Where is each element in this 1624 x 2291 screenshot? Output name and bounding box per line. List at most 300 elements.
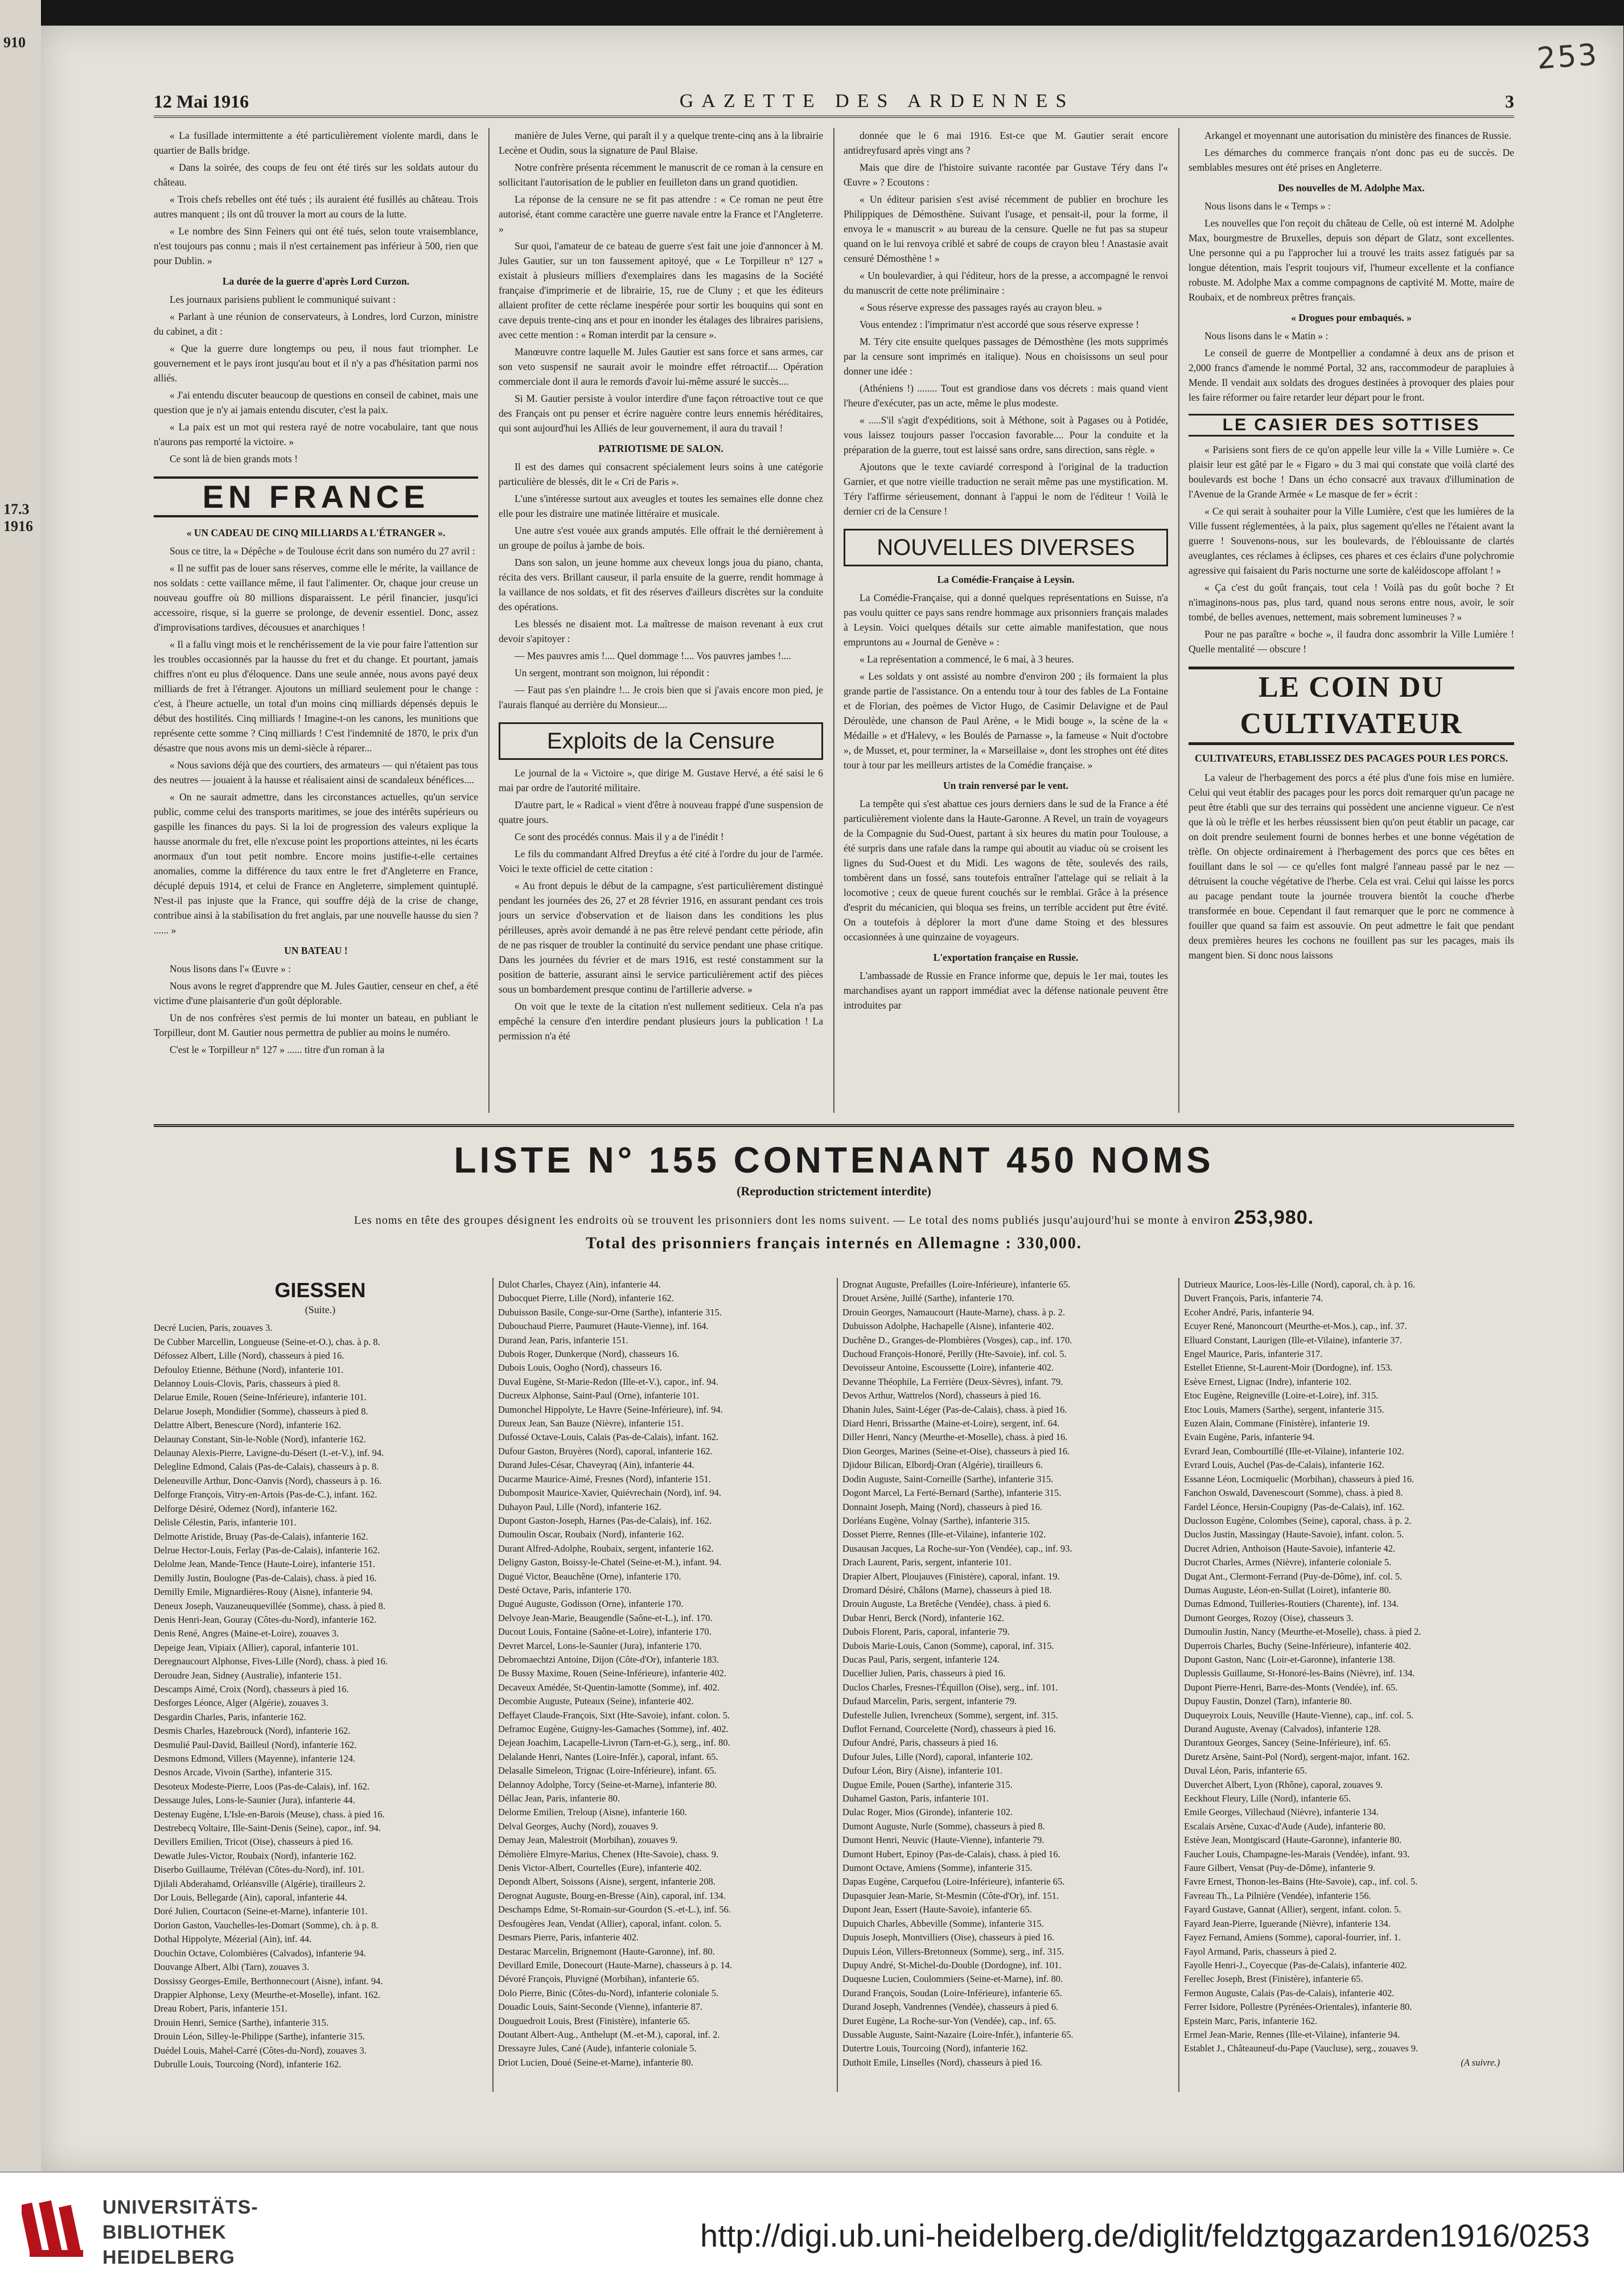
paragraph: Nous lisons dans le « Temps » : [1204,200,1331,212]
prisoner-entry: Delforge Désiré, Odemez (Nord), infanterie 162. [154,1503,338,1514]
prisoner-entry: Duqueyroix Louis, Neuville (Haute-Vienne), cap., inf. col. 5. [1184,1709,1414,1721]
section-subheading: La durée de la guerre d'après Lord Curzon. [222,275,410,287]
prisoner-entry: Ducas Paul, Paris, sergent, infanterie 124. [842,1654,1000,1665]
prisoner-entry: Dorion Gaston, Vauchelles-les-Domart (Somme), ch. à p. 8. [154,1919,379,1931]
prisoner-entry: Ermel Jean-Marie, Rennes (Ille-et-Vilaine), infanterie 94. [1184,2029,1400,2040]
prisoner-entry: Dureux Jean, San Bauze (Nièvre), infanterie 151. [498,1418,684,1429]
prisoner-entry: Ecoher André, Paris, infanterie 94. [1184,1306,1314,1318]
prisoner-entry: Dubois Florent, Paris, caporal, infanterie 79. [842,1626,1010,1638]
paragraph: « J'ai entendu discuter beaucoup de questions en conseil de cabinet, mais une question que je n'y ai jamais entendu discuter, c'est la paix. [154,389,478,416]
prisoner-entry: Doré Julien, Courtacon (Seine-et-Marne), infanterie 101. [154,1906,368,1917]
prisoner-entry: Diserbo Guillaume, Trélévan (Côtes-du-Nord), inf. 101. [154,1864,364,1875]
article-column-1 [154,128,478,1113]
paragraph: « Ça c'est du goût français, tout cela ! Voilà pas du goût boche ? Et n'imaginons-nous pas, plus tard, quand nous serons entre nous, avoir, le soir tombé, de belles avenues, nettement, mais sobrement lumineuses ? » [1189,582,1514,623]
paragraph-group [154,961,478,1057]
prisoner-entry: Dumonchel Hippolyte, Le Havre (Seine-Inférieure), inf. 94. [498,1404,723,1415]
section-subheading: L'exportation française en Russie. [933,952,1079,963]
list-total: Total des prisonniers français internés en Allemagne : 330,000. [586,1235,1082,1252]
paragraph: « Le nombre des Sinn Feiners qui ont été tués, selon toute vraisemblance, n'est toujours pas connu ; mais il n'est certainement pas inférieur à 500, rien que pour Dublin. » [154,225,478,266]
prisoner-entry: Dumont Octave, Amiens (Somme), infanterie 315. [842,1862,1033,1874]
prisoner-entry: Evain Eugène, Paris, infanterie 94. [1184,1432,1315,1443]
paragraph: L'une s'intéresse surtout aux aveugles et toutes les semaines elle donne chez elle pour les distraire une matinée littéraire et musicale. [499,493,823,519]
prisoner-entry: Dufour Gaston, Bruyères (Nord), caporal, infanterie 162. [498,1445,713,1457]
library-name-line: BIBLIOTHEK [102,2222,227,2243]
paragraph: Les démarches du commerce français n'ont donc pas eu de succès. De semblables mesures ont été prises en Angleterre. [1189,147,1514,173]
prisoner-entry: Elluard Constant, Laurigen (Ille-et-Vilaine), infanterie 37. [1184,1334,1402,1346]
name-list [1184,1278,1517,2056]
paragraph: « Au front depuis le début de la campagne, s'est particulièrement distingué pendant les journées des 26, 27 et 28 février 1916, en assurant pendant ces trois jours un service d'observation et de liaison dans les conditions les plus périlleuses, après avoir demandé à ne pas être relevé pendant cette période, afin de ne pas risquer de troubler la continuité du service pendant une phase critique. Dans les journées du février et de mars 1916, est resté constamment sur la position de batterie, assurant ainsi le service particulièrement actif des pièces sous un bombardement presque continu de l'artillerie adverse. » [499,880,823,995]
paragraph: « Les soldats y ont assisté au nombre d'environ 200 ; ils formaient la plus grande partie de l'assistance. On a entendu tour à tour des fables de La Fontaine et de Florian, des poèmes de Victor Hugo, de Casimir Delavigne et de Paul Déroulède, une chanson de Paul Arène, « le Midi bouge », la scène de la « Médaille » et d'Halevy, « les Boulés de Parnasse », la fameuse « Nuit d'octobre », de Musset, et, pour terminer, la « Marseillaise », dont les strophes ont été dites tour à tour par les meilleurs artistes de la Comédie française. » [844,671,1168,771]
paragraph: (Athéniens !) ........ Tout est grandiose dans vos décrets : mais quand vient l'heure d'exécuter, pas un acte, même le plus modeste. [844,382,1168,409]
prisoner-entry: Decombie Auguste, Puteaux (Seine), infanterie 402. [498,1696,694,1707]
prisoner-entry: Delisle Célestin, Paris, infanterie 101. [154,1517,297,1528]
prisoner-entry: Estellet Etienne, St-Laurent-Moir (Dordogne), inf. 153. [1184,1362,1393,1373]
paragraph: L'ambassade de Russie en France informe que, depuis le 1er mai, toutes les marchandises ayant un rapport immédiat avec la défense nationale peuvent être introduites par [844,970,1168,1011]
prisoner-entry: Delannoy Louis-Clovis, Paris, chasseurs à pied 8. [154,1378,340,1389]
section-subheading: La Comédie-Française à Leysin. [937,574,1075,585]
prisoner-entry: Evrard Jean, Combourtillé (Ille-et-Vilaine), infanterie 102. [1184,1445,1404,1457]
prisoner-entry: Delegline Edmond, Calais (Pas-de-Calais), chasseurs à p. 8. [154,1461,379,1473]
gutter-number: 1916 [3,518,33,534]
prisoner-entry: Depondt Albert, Soissons (Aisne), sergent, infanterie 208. [498,1876,716,1887]
prisoner-entry: Dévoré François, Pluvigné (Morbihan), infanterie 65. [498,1973,699,1985]
prisoner-entry: Doutant Albert-Aug., Anthelupt (M.-et-M.), caporal, inf. 2. [498,2029,720,2040]
handwritten-folio-number: 253 [1536,38,1600,76]
prisoner-entry: Duflot Fernand, Courcelette (Nord), chasseurs à pied 16. [842,1724,1056,1734]
prisoner-entry: Dothal Hippolyte, Mézerial (Ain), inf. 44. [154,1934,312,1945]
prisoner-entry: Dosset Pierre, Rennes (Ille-et-Vilaine), infanterie 102. [842,1529,1046,1540]
prisoner-entry: Depeige Jean, Vipiaix (Allier), caporal, infanterie 101. [154,1642,359,1653]
prisoner-entry: Ducret Adrien, Anthoison (Haute-Savoie), infanterie 42. [1184,1543,1396,1554]
prisoner-list-header [154,1124,1514,1253]
prisoner-entry: Essanne Léon, Locmiquelic (Morbihan), chasseurs à pied 16. [1184,1473,1415,1484]
section-subheading: CULTIVATEURS, ETABLISSEZ DES PACAGES POUR LES PORCS. [1194,752,1508,764]
prisoner-entry: Dumont Hubert, Epinoy (Pas-de-Calais), chass. à pied 16. [842,1848,1060,1860]
paragraph: « Ce qui serait à souhaiter pour la Ville Lumière, c'est que les lumières de la Ville fussent réglementées, à la paix, plus sagement qu'elles ne l'étaient avant la guerre ! Souvenons-nous, sur les boulevards, de l'éblouissante de clartés aveuglantes, ces réclames à éclipses, ces phares et ces éclairs d'une polychromie agressive qui faisaient du Paris nocturne une sorte de kaléidoscope affolant ! » [1189,505,1514,576]
paragraph: Ajoutons que le texte caviardé correspond à l'original de la traduction Garnier, et que notre vieille traduction ne serait même pas une mystification. M. Téry l'affirme sérieusement, donnant à l'appui le nom de l'éditeur ! Voilà le dernier cri de la Censure ! [844,461,1168,517]
article-column-2 [499,128,823,1113]
prisoner-entry: Destrebecq Voltaire, Ille-Saint-Denis (Seine), capor., inf. 94. [154,1823,381,1834]
prisoner-entry: Desmons Edmond, Villers (Mayenne), infanterie 124. [154,1753,356,1764]
prisoner-entry: Etoc Louis, Mamers (Sarthe), sergent, infanterie 315. [1184,1404,1384,1415]
prisoner-entry: Delvoye Jean-Marie, Beaugendle (Saône-et-L.), inf. 170. [498,1612,713,1623]
prisoner-entry: Durand Jules-César, Chaveyraq (Ain), infanterie 44. [498,1459,694,1471]
prisoner-entry: Derognat Auguste, Bourg-en-Bresse (Ain), caporal, inf. 134. [498,1890,726,1901]
gutter-number: 910 [3,34,26,51]
paragraph: La tempête qui s'est abattue ces jours derniers dans le sud de la France a été particulièrement violente dans la Haute-Garonne. A Revel, un train de voyageurs de la Compagnie du Sud-Ouest, partant à six heures du matin pour Toulouse, a été surpris dans une rafale dans la rampe qui aboutit au viaduc où se croisent les lignes du Sud-Ouest et du Midi. Les wagons de tête, soulevés des rails, tombèrent dans un fossé, sans toutefois entraîner l'attelage qui se reliait à la locomotive ; ceux de queue furent couchés sur le remblai. Grâce à la présence d'esprit du mécanicien, qui bloqua ses freins, un terrible accident put être évité. On a toutefois à déplorer la mort d'une dame Stoing et des blessures occasionnées à une quinzaine de voyageurs. [844,798,1168,943]
prisoner-entry: Delalande Henri, Nantes (Loire-Infér.), caporal, infant. 65. [498,1751,718,1762]
prisoner-entry: Dressayre Jules, Cané (Aude), infanterie coloniale 5. [498,2043,697,2054]
prisoner-entry: Drappier Alphonse, Lexy (Meurthe-et-Moselle), infant. 162. [154,1989,381,2000]
prisoner-entry: Dupuich Charles, Abbeville (Somme), infanterie 315. [842,1918,1044,1929]
prisoner-entry: Duverchet Albert, Lyon (Rhône), caporal, zouaves 9. [1184,1779,1383,1790]
column-divider [833,128,834,1113]
prisoner-entry: Dugué Victor, Beauchêne (Orne), infanterie 170. [498,1570,681,1582]
section-title-coin-du-cultivateur: LE COIN DU CULTIVATEUR [1189,667,1514,745]
paragraph: Notre confrère présenta récemment le manuscrit de ce roman à la censure en sollicitant l'autorisation de le publier en feuilleton dans un grand quotidien. [499,162,823,188]
prisoner-entry: Dreau Robert, Paris, infanterie 151. [154,2003,288,2014]
paragraph: Les nouvelles que l'on reçoit du château de Celle, où est interné M. Adolphe Max, bourgmestre de Bruxelles, depuis son départ de Glatz, sont excellentes. Une personne qui a pu l'approcher lui a trouvé les traits assez fatigués par sa longue détention, mais l'esprit toujours vif, l'humeur excellente et la confiance robuste. M. Adolphe Max a comme compagnons de captivité M. Motte, maire de Roubaix, et de nombreux prêtres français. [1189,217,1514,303]
paragraph: La valeur de l'herbagement des porcs a été plus d'une fois mise en lumière. Celui qui veut établir des pacages pour les porcs doit remarquer qu'un pacage ne peut être établi que sur des terrains qui possèdent une ancienne vigueur. Ce n'est que là où le trèfle et les herbes réussissent bien qu'on peut établir un pacage, car on doit prendre seulement fourni de bonnes herbes et une bonne végétation de trèfle. On objecte ordinairement à l'herbagement des porcs que ces bêtes en fouillant dans le sol — ce qu'elles font malgré l'anneau passé par le nez — détruisent la couche végétative de l'herbe. Cela est vrai. Celui qui laisse les porcs au pacage pendant toute la journée trouvera bientôt la couche d'herbe transformée en boue. Cependant il faut remarquer que le porc ne commence à fouiller que quand sa faim est assouvie. On peut admettre le fait que pendant deux premières heures les cochons ne fouillent pas sur les pacages, mais ils mangent bien. Si donc nous laissons [1189,772,1514,961]
prisoner-entry: Dumas Auguste, Léon-en-Sullat (Loiret), infanterie 80. [1184,1584,1391,1595]
prisoner-entry: Desgardin Charles, Paris, infanterie 162. [154,1711,307,1722]
section-subheading: « UN CADEAU DE CINQ MILLIARDS A L'ÉTRANGER ». [186,527,446,538]
prisoner-entry: Durand François, Soudan (Loire-Inférieure), infanterie 65. [842,1987,1062,1998]
prisoner-entry: Ducellier Julien, Paris, chasseurs à pied 16. [842,1668,1006,1679]
prisoner-entry: Dupuy Faustin, Donzel (Tarn), infanterie 80. [1184,1696,1352,1707]
prisoner-entry: Delrue Hector-Louis, Ferlay (Pas-de-Calais), infanterie 162. [154,1544,380,1556]
prisoner-entry: Drouin Georges, Namaucourt (Haute-Marne), chass. à p. 2. [842,1306,1065,1318]
prisoner-entry: Denis Victor-Albert, Courtelles (Eure), infanterie 402. [498,1862,702,1874]
prisoner-entry: Destarac Marcelin, Brignemont (Haute-Garonne), inf. 80. [498,1946,715,1957]
prisoner-entry: Dufestelle Julien, Ivrencheux (Somme), sergent, inf. 315. [842,1709,1058,1721]
section-title-nouvelles-diverses: NOUVELLES DIVERSES [844,529,1168,566]
prisoner-entry: Duhamel Gaston, Paris, infanterie 101. [842,1793,989,1804]
prisoner-entry: Dumas Edmond, Tuilleries-Routiers (Charente), inf. 134. [1184,1598,1399,1610]
prisoner-entry: Dubomposit Maurice-Xavier, Quiévrechain (Nord), inf. 94. [498,1487,722,1499]
paragraph-group [844,128,1168,519]
prisoner-entry: Desoteux Modeste-Pierre, Loos (Pas-de-Calais), inf. 162. [154,1780,369,1792]
prisoner-entry: Dufour André, Paris, chasseurs à pied 16. [842,1737,998,1749]
paragraph: — Faut pas s'en plaindre !... Je crois bien que si j'avais encore mon pied, je l'aurais flanqué au derrière du Monsieur.... [499,684,823,710]
prisoner-entry: Delorme Emilien, Treloup (Aisne), infanterie 160. [498,1807,687,1818]
prisoner-entry: Fayard Jean-Pierre, Iguerande (Nièvre), infanterie 134. [1184,1918,1391,1929]
prisoner-entry: Desmulié Paul-David, Bailleul (Nord), infanterie 162. [154,1739,357,1750]
prisoner-entry: De Bussy Maxime, Rouen (Seine-Inférieure), infanterie 402. [498,1668,726,1679]
prisoner-entry: Dodin Auguste, Saint-Corneille (Sarthe), infanterie 315. [842,1473,1054,1484]
prisoner-entry: Ducarme Maurice-Aimé, Fresnes (Nord), infanterie 151. [498,1473,711,1484]
prisoner-entry: Deneux Joseph, Vauzaneuquevillée (Somme), chass. à pied 8. [154,1600,386,1611]
name-list [842,1278,1175,2070]
paragraph: « Il a fallu vingt mois et le renchérissement de la vie pour faire l'attention sur les troubles occasionnés par la hausse du fret et du change. Et pourtant, jamais chiffres n'ont eu plus d'éloquence. Dans une seule année, nous avons payé deux milliards de fret à l'étranger. Ajoutons un milliard seulement pour le change : c'est, à l'heure actuelle, un total d'un moins cinq milliards dépensés depuis le début des hostilités. Cinq milliards ! Imagine-t-on les canons, les munitions que représente cette somme ? Cinq milliards ! C'est l'indemnité de 1870, le prix d'un désastre que nous avons mis un demi-siècle à réparer... [154,639,478,754]
prisoner-entry: Dromard Désiré, Châlons (Marne), chasseurs à pied 18. [842,1584,1052,1595]
prisoner-entry: Demay Jean, Malestroit (Morbihan), zouaves 9. [498,1835,678,1846]
paragraph: La Comédie-Française, qui a donné quelques représentations en Suisse, n'a pas voulu quitter ce pays sans rendre hommage aux prisonniers français malades à Leysin. Voici quelques détails sur cette aimable manifestation, que nous empruntons au « Journal de Genève » : [844,592,1168,648]
prisoner-entry: Dutertre Louis, Tourcoing (Nord), infanterie 162. [842,2043,1028,2054]
prisoner-entry: Dufossé Octave-Louis, Calais (Pas-de-Calais), infant. 162. [498,1432,719,1443]
prisoner-entry: Douvange Albert, Albi (Tarn), zouaves 3. [154,1961,309,1973]
prisoner-entry: Delaunay Constant, Sin-le-Noble (Nord), infanterie 162. [154,1433,366,1445]
list-note [154,1207,1514,1229]
paragraph-group [1189,442,1514,656]
prisoner-entry: Devret Marcel, Lons-le-Saunier (Jura), infanterie 170. [498,1640,702,1651]
prisoner-entry: Fayol Armand, Paris, chasseurs à pied 2. [1184,1946,1337,1957]
prisoner-entry: Devillers Emilien, Tricot (Oise), chasseurs à pied 16. [154,1836,353,1848]
prisoner-entry: Delarue Emile, Rouen (Seine-Inférieure), infanterie 101. [154,1392,367,1403]
prisoner-entry: Duretz Arsène, Saint-Pol (Nord), sergent-major, infant. 162. [1184,1751,1410,1762]
masthead-page-number: 3 [1505,91,1514,112]
prisoner-entry: Demilly Justin, Boulogne (Pas-de-Calais), chass. à pied 16. [154,1572,377,1583]
prisoner-entry: Dufour Jules, Lille (Nord), caporal, infanterie 102. [842,1751,1033,1762]
column-divider [488,128,490,1113]
prisoner-entry: Dussable Auguste, Saint-Nazaire (Loire-Infér.), infanterie 65. [842,2029,1074,2040]
paragraph-group [154,292,478,466]
prisoner-entry: Dufour Léon, Biry (Aisne), infanterie 101. [842,1765,1003,1776]
prisoner-entry: Dubouchaud Pierre, Paumuret (Haute-Vienne), inf. 164. [498,1321,709,1332]
prisoner-entry: Dusausan Jacques, La Roche-sur-Yon (Vendée), cap., inf. 93. [842,1543,1072,1554]
prisoner-entry: Defouloy Etienne, Béthune (Nord), infanterie 101. [154,1364,344,1375]
library-name-line: HEIDELBERG [102,2247,235,2268]
prisoner-entry: Drouin Léon, Silley-le-Philippe (Sarthe), infanterie 315. [154,2031,365,2042]
prisoner-entry: Dor Louis, Bellegarde (Ain), caporal, infanterie 44. [154,1892,347,1903]
paragraph: Le fils du commandant Alfred Dreyfus a été cité à l'ordre du jour de l'armée. Voici le texte officiel de cette citation : [499,848,823,874]
prisoner-entry: Duvert François, Paris, infanterie 74. [1184,1293,1323,1304]
prisoner-entry: Esève Ernest, Lignac (Indre), infanterie 102. [1184,1376,1352,1387]
prisoner-entry: Emile Georges, Villechaud (Nièvre), infanterie 134. [1184,1807,1379,1818]
prisoner-entry: Duclos Charles, Fresnes-l'Équillon (Oise), serg., inf. 101. [842,1681,1058,1693]
prisoner-entry: Drach Laurent, Paris, sergent, infanterie 101. [842,1557,1012,1568]
prisoner-entry: Denis René, Angres (Maine-et-Loire), zouaves 3. [154,1628,339,1639]
prisoner-entry: Djidour Bilican, Elbordj-Oran (Algérie), tirailleurs 6. [842,1459,1043,1471]
prisoner-entry: Delforge François, Vitry-en-Artois (Pas-de-C.), infant. 162. [154,1489,377,1500]
paragraph: Le conseil de guerre de Montpellier a condamné à deux ans de prison et 2,000 francs d'amende le nommé Portal, 32 ans, raccommodeur de parapluies à Mende. Il vendait aux soldats des drogues destinées à provoquer des plaies pour les faire réformer ou faire retarder leur départ pour le front. [1189,347,1514,403]
masthead-title: GAZETTE DES ARDENNES [679,91,1075,112]
paragraph: Sous ce titre, la « Dépêche » de Toulouse écrit dans son numéro du 27 avril : [170,545,475,557]
paragraph: « Nous savions déjà que des courtiers, des armateurs — qui n'étaient pas tous des neutres — jouaient à la hausse et réalisaient ainsi de scandaleux bénéfices.... [154,759,478,785]
paragraph-group [1189,128,1514,175]
prisoner-entry: Durantoux Georges, Sancey (Seine-Inférieure), inf. 65. [1184,1737,1391,1749]
prisoner-entry: Drapier Albert, Ploujauves (Finistère), caporal, infant. 19. [842,1570,1060,1582]
paragraph: M. Téry cite ensuite quelques passages de Démosthène (les mots supprimés par la censure sont imprimés en italique). Nous en choisissons un seul pour donner une idée : [844,336,1168,377]
prisoner-entry: Dion Georges, Marines (Seine-et-Oise), chasseurs à pied 16. [842,1445,1070,1457]
camp-suite: (Suite.) [305,1304,336,1315]
paragraph: Sur quoi, l'amateur de ce bateau de guerre s'est fait une joie d'annoncer à M. Jules Gautier, sur un ton faussement apitoyé, que « Le Torpilleur n° 127 » existait à plusieurs milliers d'exemplaires dans les magasins de la Société française d'imprimerie et de librairie, 15, rue de Cluny ; et que les éditeurs allaient profiter de cette réclame inespérée pour sortir les bouquins qui sont en cave depuis trente-cinq ans et pour en inonder les étalages des libraires parisiens, avec cette mention : « Roman interdit par la censure ». [499,240,823,340]
prisoner-entry: Favreau Th., La Pilnière (Vendée), infanterie 156. [1184,1890,1371,1901]
section-title-censure: Exploits de la Censure [499,722,823,760]
prisoner-entry: Dugué Auguste, Godisson (Orne), infanterie 170. [498,1598,684,1610]
paragraph: C'est le « Torpilleur n° 127 » ...... titre d'un roman à la [170,1044,385,1055]
prisoner-entry: Devos Arthur, Wattrelos (Nord), chasseurs à pied 16. [842,1390,1041,1401]
prisoner-entry: Descamps Aimé, Croix (Nord), chasseurs à pied 16. [154,1683,349,1694]
prisoner-entry: Durant Alfred-Adolphe, Roubaix, sergent, infanterie 162. [498,1543,714,1554]
paragraph: Nous lisons dans le « Matin » : [1204,330,1329,342]
prisoner-entry: Delattre Albert, Benescure (Nord), infanterie 162. [154,1420,341,1431]
prisoner-entry: Deligny Gaston, Boissy-le-Chatel (Seine-et-M.), infant. 94. [498,1557,722,1568]
paragraph: donnée que le 6 mai 1916. Est-ce que M. Gautier serait encore antidreyfusard après vingt ans ? [844,130,1168,156]
paragraph: « Un éditeur parisien s'est avisé récemment de publier en brochure les Philippiques de Démosthène. Suivant l'usage, et pensait-il, pour la forme, il envoya le « manuscrit » au bureau de la censure. Quelle ne fut pas sa stupeur quand on le lui renvoya criblé et sabré de coups de crayon bleu ! Anastasie avait censuré Démosthène ! » [844,194,1168,264]
prisoner-list-column-3 [842,1278,1175,2092]
prisoner-entry: Dorléans Eugène, Volnay (Sarthe), infanterie 315. [842,1515,1030,1526]
paragraph-group [1189,770,1514,963]
prisoner-entry: Déllac Jean, Paris, infanterie 80. [498,1793,620,1804]
section-subheading: « Drogues pour embaqués. » [1291,312,1412,323]
paragraph-group [844,590,1168,772]
prisoner-entry: Duplessis Guillaume, St-Honoré-les-Bains (Nièvre), inf. 134. [1184,1668,1415,1679]
paragraph: « .....S'il s'agit d'expéditions, soit à Méthone, soit à Pagases ou à Potidée, vous laissez toujours passer l'occasion favorable.... Pour la conduite et la préparation de la guerre, tout est laissé sans ordre, sans direction, sans règle. » [844,414,1168,455]
paragraph: Les blessés ne disaient mot. La maîtresse de maison revenant à eux crut devoir s'apitoyer : [499,618,823,644]
name-list [498,1278,831,2070]
prisoner-entry: Dubois Roger, Dunkerque (Nord), chasseurs 16. [498,1348,680,1360]
paragraph-group [1189,328,1514,405]
prisoner-entry: Dossissy Georges-Emile, Berthonnecourt (Aisne), infant. 94. [154,1975,383,1986]
prisoner-entry: Duval Léon, Paris, infanterie 65. [1184,1765,1307,1776]
paragraph: Ce sont des procédés connus. Mais il y a de l'inédit ! [515,831,724,842]
prisoner-entry: Dufaud Marcelin, Paris, sergent, infanterie 79. [842,1696,1017,1707]
prisoner-entry: Debromaechtzi Antoine, Dijon (Côte-d'Or), infanterie 183. [498,1654,719,1665]
prisoner-entry: Dumont Henri, Neuvic (Haute-Vienne), infanterie 79. [842,1835,1045,1846]
prisoner-entry: Deschamps Edme, St-Romain-sur-Gourdon (S.-et-L.), inf. 56. [498,1904,731,1915]
column-divider [837,1278,838,2092]
paragraph: D'autre part, le « Radical » vient d'être à nouveau frappé d'une suspension de quatre jours. [499,799,823,825]
prisoner-entry: Decaveux Amédée, St-Quentin-lamotte (Somme), inf. 402. [498,1681,720,1693]
prisoner-entry: Desté Octave, Paris, infanterie 170. [498,1584,632,1595]
prisoner-entry: Diller Henri, Nancy (Meurthe-et-Moselle), chass. à pied 16. [842,1432,1068,1443]
prisoner-entry: Dewatle Jules-Victor, Roubaix (Nord), infanterie 162. [154,1850,356,1861]
paragraph: Si M. Gautier persiste à voulor interdire d'une façon rétroactive tout ce que des Français ont pu penser et écrire naguère contre leurs ennemis héréditaires, qui sont aujourd'hui les Alliés de leur gouvernement, il aura du travail ! [499,393,823,434]
paragraph: « Il ne suffit pas de louer sans réserves, comme elle le mérite, la vaillance de nos soldats : cette vaillance même, il faut l'alimenter. Or, chaque jour creuse un nouveau gouffre où 80 millions disparaissent. Le péril financier, jusqu'ici accessoire, risque, si la guerre se prolonge, de devenir essentiel. Donc, assez d'improvisations tardives, décousues et anarchiques ! [154,562,478,633]
prisoner-entry: Denis Henri-Jean, Gouray (Côtes-du-Nord), infanterie 162. [154,1614,377,1625]
paragraph: On voit que le texte de la citation n'est nullement seditieux. Cela n'a pas empêché la censure d'en interdire pendant plusieurs jours la publication ! La permission n'a été [499,1001,823,1042]
library-footer [0,2171,1624,2291]
column-divider [1178,128,1179,1113]
prisoner-list-title: LISTE N° 155 CONTENANT 450 NOMS [454,1140,1214,1181]
prisoner-entry: Fanchon Oswald, Davenescourt (Somme), chass. à pied 8. [1184,1487,1403,1499]
prisoner-entry: Drognat Auguste, Prefailles (Loire-Inférieure), infanterie 65. [842,1279,1071,1290]
section-subheading: UN BATEAU ! [284,945,348,956]
prisoner-entry: Deregnaucourt Alphonse, Fives-Lille (Nord), chass. à pied 16. [154,1656,388,1667]
prisoner-list-column-1 [154,1278,487,2092]
paragraph: « Dans la soirée, des coups de feu ont été tirés sur les soldats autour du château. [154,162,478,188]
prisoner-entry: Desmis Charles, Hazebrouck (Nord), infanterie 162. [154,1725,351,1737]
prisoner-entry: Dubuisson Adolphe, Hachapelle (Aisne), infanterie 402. [842,1321,1054,1332]
prisoner-entry: Favre Ernest, Thonon-les-Bains (Hte-Savoie), cap., inf. col. 5. [1184,1876,1418,1887]
left-gutter-previous-page [0,0,43,2171]
prisoner-entry: Dubuisson Basile, Conge-sur-Orne (Sarthe), infanterie 315. [498,1306,722,1318]
prisoner-entry: Duchêne D., Granges-de-Plombières (Vosges), cap., inf. 170. [842,1334,1072,1346]
paragraph: « La paix est un mot qui restera rayé de notre vocabulaire, tant que nous n'aurons pas remporté la victoire. » [154,421,478,447]
prisoner-entry: Ducreux Alphonse, Saint-Paul (Orne), infanterie 101. [498,1390,699,1401]
prisoner-entry: Dulot Charles, Chayez (Ain), infanterie 44. [498,1279,661,1290]
prisoner-entry: Donnaint Joseph, Maing (Nord), chasseurs à pied 16. [842,1501,1043,1512]
prisoner-entry: Dupuis Joseph, Montvilliers (Oise), chasseurs à pied 16. [842,1932,1055,1943]
section-title-en-france: EN FRANCE [154,476,478,517]
section-subheading: Un train renversé par le vent. [943,780,1068,791]
prisoner-entry: Douchin Octave, Colombières (Calvados), infanterie 94. [154,1947,366,1959]
prisoner-entry: Epstein Marc, Paris, infanterie 162. [1184,2015,1318,2026]
paragraph-group [154,128,478,268]
prisoner-entry: Dubocquet Pierre, Lille (Nord), infanterie 162. [498,1293,674,1304]
paragraph: Arkangel et moyennant une autorisation du ministère des finances de Russie. [1204,130,1511,141]
list-note-text: Les noms en tête des groupes désignent les endroits où se trouvent les prisonniers dont les noms suivent. — Le total des noms publiés jusqu'aujourd'hui se monte à environ [353,1214,1231,1227]
prisoner-entry: Faure Gilbert, Vensat (Puy-de-Dôme), infanterie 9. [1184,1862,1376,1874]
prisoner-entry: Devanne Théophile, La Ferrière (Deux-Sèvres), infant. 79. [842,1376,1063,1387]
prisoner-entry: Driot Lucien, Doué (Seine-et-Marne), infanterie 80. [498,2056,693,2068]
prisoner-entry: Dutrieux Maurice, Loos-lès-Lille (Nord), caporal, ch. à p. 16. [1184,1279,1415,1290]
column-divider [492,1278,494,2092]
prisoner-entry: Fayard Gustave, Gannat (Allier), sergent, infant. colon. 5. [1184,1904,1401,1915]
prisoner-entry: Ducout Louis, Fontaine (Saône-et-Loire), infanterie 170. [498,1626,712,1638]
prisoner-entry: Dapas Eugène, Carquefou (Loire-Inférieure), infanterie 65. [842,1876,1065,1887]
prisoner-entry: Douadic Louis, Saint-Seconde (Vienne), infanterie 87. [498,2001,703,2013]
paragraph: Un de nos confrères s'est permis de lui monter un bateau, en publiant le Torpilleur, dont M. Gautier nous permettra de publier au moins le numéro. [154,1012,478,1038]
prisoner-entry: Demilly Emile, Mignardiéres-Rouy (Aisne), infanterie 94. [154,1586,373,1598]
paragraph: « Trois chefs rebelles ont été tués ; ils auraient été fusillés au château. Trois autres manquent ; ils ont dû trouver la mort au cours de la lutte. [154,194,478,220]
prisoner-entry: Duchoud François-Honoré, Perilly (Hte-Savoie), inf. col. 5. [842,1348,1067,1360]
prisoner-entry: Dolo Pierre, Binic (Côtes-du-Nord), infanterie coloniale 5. [498,1987,719,1998]
paragraph: Les journaux parisiens publient le communiqué suivant : [170,294,396,305]
prisoner-entry: Dupuy André, St-Michel-du-Double (Dordogne), inf. 101. [842,1959,1062,1971]
prisoner-entry: Dupuis Léon, Villers-Bretonneux (Somme), serg., inf. 315. [842,1946,1064,1957]
prisoner-entry: Delolme Jean, Mande-Tence (Haute-Loire), infanterie 151. [154,1558,376,1570]
prisoner-entry: Dumoulin Justin, Nancy (Meurthe-et-Moselle), chass. à pied 2. [1184,1626,1421,1638]
paragraph: Vous entendez : l'imprimatur n'est accordé que sous réserve expresse ! [860,319,1139,330]
prisoner-entry: Dogont Marcel, La Ferté-Bernard (Sarthe), infanterie 315. [842,1487,1062,1499]
prisoner-entry: Duédel Louis, Mahel-Carré (Côtes-du-Nord), zouaves 3. [154,2045,367,2056]
prisoner-entry: Eeckhout Fleury, Lille (Nord), infanterie 65. [1184,1793,1351,1804]
prisoner-entry: Deroudre Jean, Sidney (Australie), infanterie 151. [154,1669,342,1681]
prisoner-entry: Fayez Fernand, Amiens (Somme), caporal-fourrier, inf. 1. [1184,1932,1401,1943]
section-subheading: Des nouvelles de M. Adolphe Max. [1278,182,1425,194]
prisoner-entry: Estève Jean, Montgiscard (Haute-Garonne), infanterie 80. [1184,1835,1402,1846]
prisoner-entry: Euzen Alain, Commane (Finistère), infanterie 19. [1184,1418,1370,1429]
prisoner-entry: Deframoc Eugène, Guigny-les-Gamaches (Somme), inf. 402. [498,1724,729,1734]
prisoner-entry: Faucher Louis, Champagne-les-Marais (Vendée), infant. 93. [1184,1848,1410,1860]
prisoner-entry: Engel Maurice, Paris, infanterie 317. [1184,1348,1323,1360]
prisoner-entry: Deffayet Claude-François, Sixt (Hte-Savoie), infant. colon. 5. [498,1709,730,1721]
prisoner-entry: Duval Eugène, St-Marie-Redon (Ille-et-V.), capor., inf. 94. [498,1376,718,1387]
article-column-4 [1189,128,1514,1113]
column-divider [1178,1278,1179,2092]
name-list [154,1321,487,2071]
prisoner-entry: Dessauge Jules, Lons-le-Saunier (Jura), infanterie 44. [154,1795,355,1806]
prisoner-entry: Dupont Jean, Essert (Haute-Savoie), infanterie 65. [842,1904,1032,1915]
paragraph-group [499,459,823,712]
digital-library-link[interactable]: http://digi.ub.uni-heidelberg.de/diglit/feldztggazarden1916/0253 [700,2218,1590,2253]
paragraph: Manœuvre contre laquelle M. Jules Gautier est sans force et sans armes, car son veto suspensif ne saurait avoir le moindre effet rétroactif.... Opération commerciale dont il aura le remords d'avoir lui-même assuré le succès.... [499,346,823,387]
paragraph: Un sergent, montrant son moignon, lui répondit : [515,667,710,678]
paragraph-group [154,544,478,937]
paragraph-group [499,128,823,435]
prisoner-entry: Duclos Justin, Massingay (Haute-Savoie), infant. colon. 5. [1184,1529,1404,1540]
paragraph: « On ne saurait admettre, dans les circonstances actuelles, qu'un service public, comme celui des transports maritimes, se joue des intérêts supérieurs ou gaspille les finances du pays. Si la loi de progression des valeurs explique la hausse anormale du fret, elle n'excuse point les proportions atteintes, ni les écarts anormaux d'un tout petit nombre. Encore moins justifie-t-elle certaines anomalies, comme la différence du taux entre le fret d'Angleterre en France, décuplé depuis 1914, et celui de France en Angleterre, simplement quintuplé. N'est-il pas injuste que la France, qui souffre déjà de la crise de change, contribue ainsi à la stabilisation du fret anglais, par une nouvelle hausse du sien ? ...... » [154,791,478,936]
prisoner-entry: Dupont Gaston, Nanc (Loir-et-Garonne), infanterie 138. [1184,1654,1395,1665]
prisoner-entry: Duhayon Paul, Lille (Nord), infanterie 162. [498,1501,661,1512]
paragraph-group [844,968,1168,1013]
prisoner-entry: Dugat Ant., Clermont-Ferrand (Puy-de-Dôme), inf. col. 5. [1184,1570,1403,1582]
prisoner-entry: Drouin Henri, Semice (Sarthe), infanterie 315. [154,2017,328,2028]
masthead-date: 12 Mai 1916 [154,91,249,112]
prisoner-entry: Dumont Auguste, Nurle (Somme), chasseurs à pied 8. [842,1820,1045,1832]
paragraph: « Sous réserve expresse des passages rayés au crayon bleu. » [860,302,1103,313]
prisoner-entry: Evrard Louis, Auchel (Pas-de-Calais), infanterie 162. [1184,1459,1384,1471]
paragraph: Nous lisons dans l'« Œuvre » : [170,963,291,974]
prisoner-entry: Dumoulin Oscar, Roubaix (Nord), infanterie 162. [498,1529,684,1540]
paragraph: « La représentation a commencé, le 6 mai, à 3 heures. [860,653,1074,665]
prisoner-entry: Dumont Georges, Rozoy (Oise), chasseurs 3. [1184,1612,1354,1623]
prisoner-entry: Dubrulle Louis, Tourcoing (Nord), infanterie 162. [154,2058,342,2070]
prisoner-entry: Fermon Auguste, Calais (Pas-de-Calais), infanterie 402. [1184,1987,1395,1998]
paragraph: La réponse de la censure ne se fit pas attendre : « Ce roman ne peut être autorisé, étant comme caractère une guerre navale entre la France et l'Angleterre. » [499,194,823,235]
prisoner-entry: Delannoy Adolphe, Torcy (Seine-et-Marne), infanterie 80. [498,1779,717,1790]
prisoner-entry: Delaunay Alexis-Pierre, Lavigne-du-Désert (I.-et-V.), inf. 94. [154,1447,384,1459]
prisoner-entry: Duret Eugène, La Roche-sur-Yon (Vendée), cap., inf. 65. [842,2015,1056,2026]
prisoner-entry: Duperrois Charles, Buchy (Seine-Inférieure), infanterie 402. [1184,1640,1411,1651]
prisoner-entry: Delval Georges, Auchy (Nord), zouaves 9. [498,1820,659,1832]
prisoner-entry: Dulac Roger, Mios (Gironde), infanterie 102. [842,1807,1013,1818]
prisoner-entry: Dupont Gaston-Joseph, Harnes (Pas-de-Calais), inf. 162. [498,1515,712,1526]
paragraph: manière de Jules Verne, qui paraît il y a quelque trente-cinq ans à la librairie Lecène et Oudin, sous la signature de Paul Blaise. [499,130,823,156]
prisoner-list-column-4 [1184,1278,1517,2092]
prisoner-entry: Escalais Arsène, Cuxac-d'Aude (Aude), infanterie 80. [1184,1820,1385,1832]
prisoner-entry: Démolière Elmyre-Marius, Chenex (Hte-Savoie), chass. 9. [498,1848,719,1860]
prisoner-entry: Durand Auguste, Avenay (Calvados), infanterie 128. [1184,1724,1382,1734]
prisoner-entry: Devoisseur Antoine, Escoussette (Loire), infanterie 402. [842,1362,1054,1373]
prisoner-entry: Decré Lucien, Paris, zouaves 3. [154,1322,273,1334]
paragraph: « Parisiens sont fiers de ce qu'on appelle leur ville la « Ville Lumière ». Ce plaisir leur est gâté par le « Figaro » du 3 mai qui constate que voilà clarté des boulevards est boche ! Dans un écho consacré aux travaux d'illumination de l'Avenue de la Grande Armée « Le masque de fer » écrit : [1189,444,1514,500]
prisoner-entry: Drouet Arsène, Juillé (Sarthe), infanterie 170. [842,1293,1014,1304]
masthead [154,83,1514,118]
prisoner-entry: Ferellec Joseph, Brest (Finistère), infanterie 65. [1184,1973,1363,1985]
